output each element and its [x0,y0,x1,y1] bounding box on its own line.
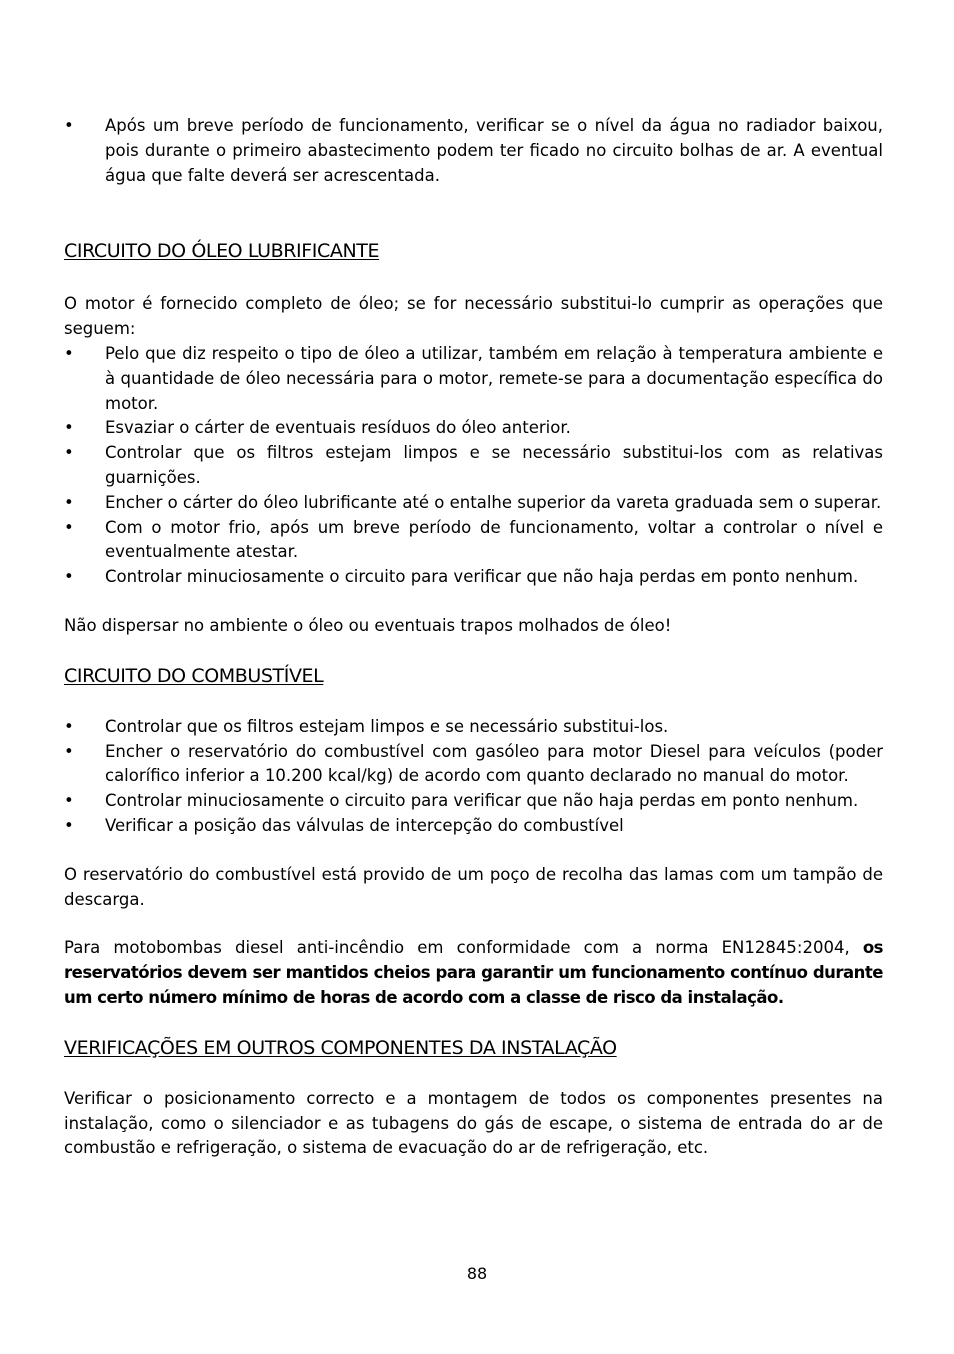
intro-bullet-list [64,114,883,188]
oil-bullet-list [64,342,883,590]
list-item: • Controlar minuciosamente o circuito para verificar que não haja perdas em ponto nenhum. [64,565,883,590]
checks-paragraph: Verificar o posicionamento correcto e a montagem de todos os componentes presentes na instalação, como o silenciador e as tubagens do gás de escape, o sistema de entrada do ar de combustão e refrigeração, o sistema de evacuação do ar de refrigeração, etc. [64,1088,883,1158]
fuel-norm-paragraph [64,936,883,1010]
norm-note-plain: Para motobombas diesel anti-incêndio em conformidade com a norma EN12845:2004, [64,938,850,958]
list-item: • Encher o cárter do óleo lubrificante até o entalhe superior da vareta graduada sem o superar. [64,491,883,516]
section-heading-fuel: CIRCUITO DO COMBUSTÍVEL [64,664,324,687]
list-item: • Controlar que os filtros estejam limpos e se necessário substitui-los. [64,715,883,740]
oil-intro-paragraph: O motor é fornecido completo de óleo; se for necessário substitui-lo cumprir as operações que seguem: [64,294,883,339]
document-page [64,114,883,1161]
list-item: • Esvaziar o cárter de eventuais resíduos do óleo anterior. [64,416,883,441]
list-item: • Após um breve período de funcionamento, verificar se o nível da água no radiador baixou, pois durante o primeiro abastecimento podem ter ficado no circuito bolhas de ar. A eventual água que falte deverá ser acrescentada. [64,114,883,188]
section-heading-checks: VERIFICAÇÕES EM OUTROS COMPONENTES DA INSTALAÇÃO [64,1036,617,1059]
fuel-bullet-list [64,715,883,839]
fuel-tank-paragraph: O reservatório do combustível está provido de um poço de recolha das lamas com um tampão de descarga. [64,864,883,909]
list-item: • Controlar minuciosamente o circuito para verificar que não haja perdas em ponto nenhum. [64,789,883,814]
list-item: • Verificar a posição das válvulas de intercepção do combustível [64,814,883,839]
oil-warning-paragraph: Não dispersar no ambiente o óleo ou eventuais trapos molhados de óleo! [64,615,672,635]
list-item: • Controlar que os filtros estejam limpos e se necessário substitui-los com as relativas guarnições. [64,441,883,491]
list-item: • Com o motor frio, após um breve período de funcionamento, voltar a controlar o nível e eventualmente atestar. [64,516,883,566]
page-number: 88 [466,1264,488,1283]
list-item: • Pelo que diz respeito o tipo de óleo a utilizar, também em relação à temperatura ambiente e à quantidade de óleo necessária para o motor, remete-se para a documentação específica do motor. [64,342,883,416]
norm-note-bold: os reservatórios devem ser mantidos cheios para garantir um funcionamento contínuo durante um certo número mínimo de horas de acordo com a classe de risco da instalação. [64,938,883,1007]
section-heading-oil: CIRCUITO DO ÓLEO LUBRIFICANTE [64,240,380,263]
list-item: • Encher o reservatório do combustível com gasóleo para motor Diesel para veículos (poder calorífico inferior a 10.200 kcal/kg) de acordo com quanto declarado no manual do motor. [64,740,883,790]
